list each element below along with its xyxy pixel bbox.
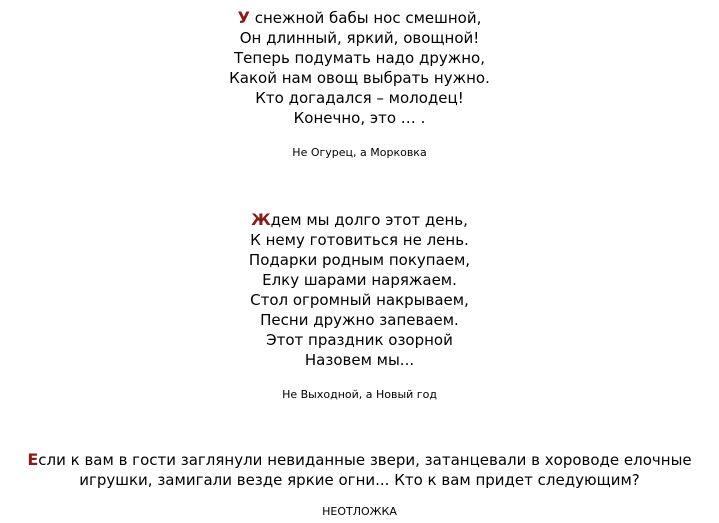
- riddle-guests: [0, 450, 719, 519]
- poem-line: игрушки, замигали везде яркие огни... Кто к вам придет следующим?: [79, 471, 640, 489]
- poem-line: Он длинный, яркий, овощной!: [239, 29, 480, 47]
- poem-line: Этот праздник озорной: [266, 331, 453, 349]
- poem-line-text: дем мы долго этот день,: [270, 211, 468, 229]
- riddle-answer: НЕОТЛОЖКА: [322, 505, 397, 518]
- poem-line: Елку шарами наряжаем.: [262, 271, 457, 289]
- poem-line: [0, 450, 719, 470]
- drop-letter: Ж: [251, 210, 271, 229]
- poem-line: Кто догадался – молодец!: [255, 89, 464, 107]
- poem-line: Какой нам овощ выбрать нужно.: [229, 69, 490, 87]
- riddle-answer: Не Огурец, а Морковка: [292, 146, 427, 159]
- poem-line: [0, 210, 719, 230]
- poem-line: Подарки родным покупаем,: [248, 251, 471, 269]
- poem-line: [0, 8, 719, 28]
- poem-line: Песни дружно запеваем.: [260, 311, 459, 329]
- riddle-snowman-nose: [0, 8, 719, 160]
- poem-line-text: снежной бабы нос смешной,: [249, 9, 482, 27]
- poem-line: Конечно, это … .: [293, 109, 426, 127]
- poem-line: Назовем мы...: [304, 351, 415, 369]
- drop-letter: Е: [27, 450, 39, 469]
- poem-line: К нему готовиться не лень.: [250, 231, 469, 249]
- drop-letter: У: [237, 8, 250, 27]
- poem-line: Стол огромный накрываем,: [250, 291, 469, 309]
- poem-line-text: сли к вам в гости заглянули невиданные звери, затанцевали в хороводе елочные: [38, 451, 692, 469]
- riddle-holiday: [0, 210, 719, 402]
- poem-line: Теперь подумать надо дружно,: [234, 49, 485, 67]
- riddle-answer: Не Выходной, а Новый год: [282, 388, 437, 401]
